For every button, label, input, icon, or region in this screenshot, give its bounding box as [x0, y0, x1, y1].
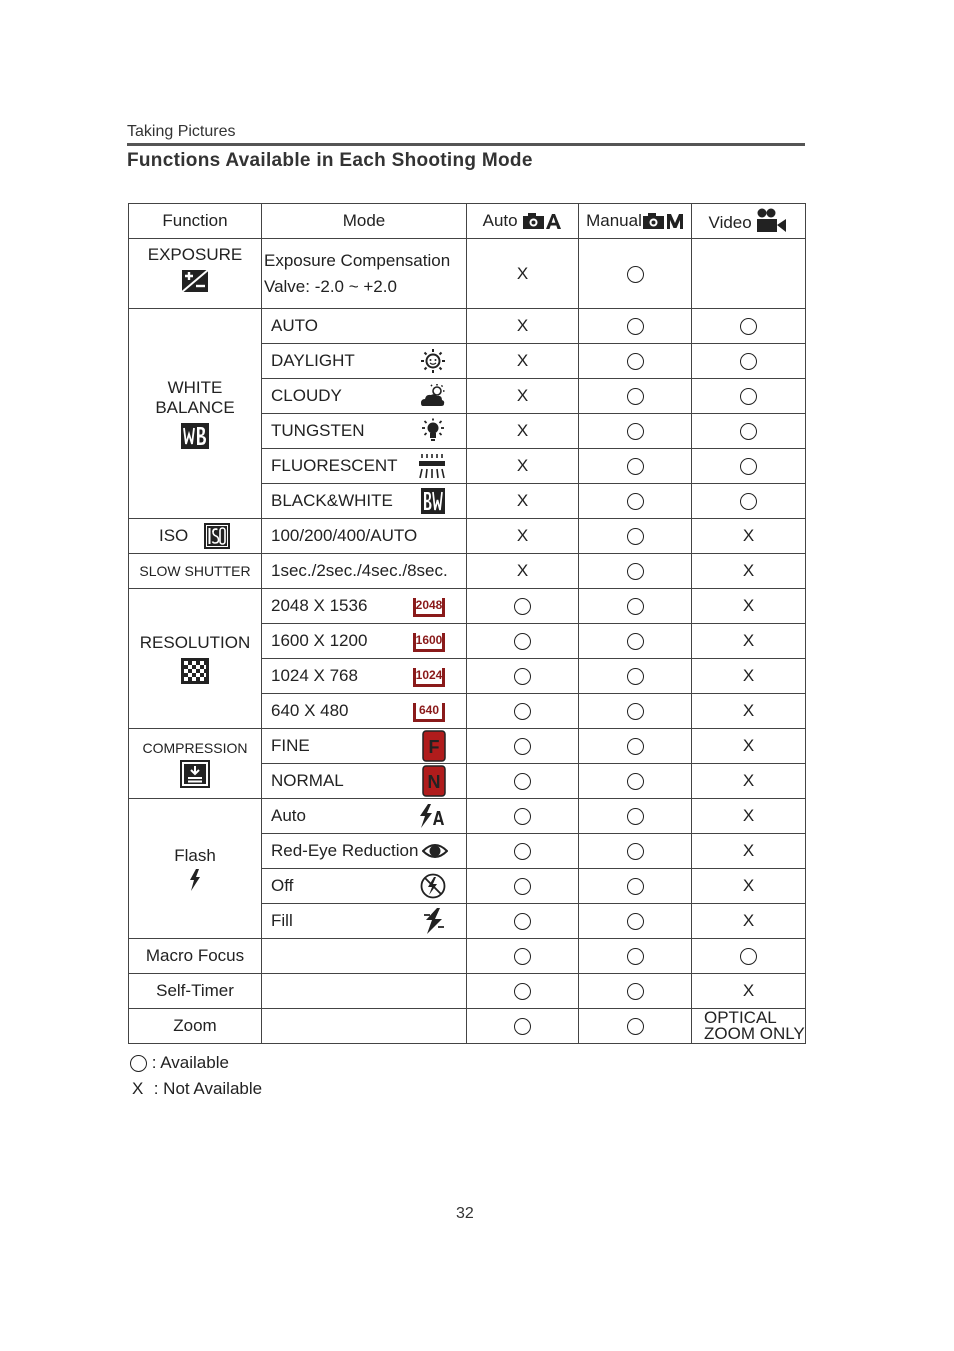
table-row-self-timer	[129, 974, 806, 1009]
not-available-mark: X	[516, 351, 529, 371]
camera-auto-icon	[522, 212, 562, 230]
res-1600-icon-text: 1600	[415, 633, 443, 647]
res-640-video	[692, 694, 806, 729]
normal-quality-icon	[422, 765, 446, 797]
light-bulb-icon	[420, 418, 446, 444]
mode-iso: 100/200/400/AUTO	[262, 519, 467, 554]
mode-exposure	[262, 239, 467, 309]
wb-auto-auto	[467, 309, 579, 344]
function-iso	[129, 519, 262, 554]
exposure-compensation-icon	[181, 269, 209, 293]
available-mark	[514, 913, 531, 930]
not-available-mark: X	[742, 596, 755, 616]
not-available-mark: X	[516, 316, 529, 336]
not-available-mark: X	[516, 421, 529, 441]
wb-fluorescent-manual	[579, 449, 692, 484]
mode-wb-daylight	[262, 344, 467, 379]
mode-wb-bw	[262, 484, 467, 519]
slow-shutter-auto	[467, 554, 579, 589]
not-available-mark: X	[516, 386, 529, 406]
section-header: Taking Pictures	[127, 123, 236, 140]
available-mark	[627, 738, 644, 755]
flash-auto-label: Auto	[271, 806, 306, 825]
res-2048-manual	[579, 589, 692, 624]
not-available-mark: X	[516, 263, 529, 283]
header-auto	[467, 204, 579, 239]
available-mark	[514, 843, 531, 860]
legend-not-available-text: : Not Available	[153, 1079, 263, 1098]
header-mode: Mode	[262, 204, 467, 239]
flash-fill-manual	[579, 904, 692, 939]
available-mark	[627, 598, 644, 615]
function-zoom: Zoom	[129, 1009, 262, 1044]
res-1024-manual	[579, 659, 692, 694]
available-mark	[514, 878, 531, 895]
res-1024-icon-text: 1024	[415, 668, 443, 682]
exposure-auto	[467, 239, 579, 309]
function-exposure	[129, 239, 262, 309]
available-mark	[627, 878, 644, 895]
table-row-wb-auto	[129, 309, 806, 344]
header-manual-label: Manual	[586, 211, 642, 230]
res-2048-auto	[467, 589, 579, 624]
normal-icon-text: N	[427, 772, 441, 792]
available-mark	[627, 773, 644, 790]
mode-wb-tungsten	[262, 414, 467, 449]
iso-video	[692, 519, 806, 554]
wb-daylight-video	[692, 344, 806, 379]
legend-not-symbol: X	[132, 1079, 144, 1098]
page-title: Functions Available in Each Shooting Mode	[127, 150, 533, 171]
not-available-mark: X	[742, 981, 755, 1001]
flash-fill-icon	[422, 907, 446, 935]
function-compression	[129, 729, 262, 799]
available-mark	[627, 668, 644, 685]
wb-tungsten-auto	[467, 414, 579, 449]
mode-wb-auto: AUTO	[262, 309, 467, 344]
table-row-zoom	[129, 1009, 806, 1044]
zoom-auto	[467, 1009, 579, 1044]
mode-res-1600	[262, 624, 467, 659]
exposure-mode-line2: Valve: -2.0 ~ +2.0	[264, 276, 397, 296]
wb-cloudy-label: CLOUDY	[271, 386, 342, 405]
available-mark	[627, 266, 644, 283]
table-row-comp-fine	[129, 729, 806, 764]
mode-self-timer	[262, 974, 467, 1009]
compression-label: COMPRESSION	[142, 739, 248, 756]
compression-icon	[180, 760, 210, 788]
table-row-slow-shutter	[129, 554, 806, 589]
available-mark	[740, 423, 757, 440]
function-white-balance	[129, 309, 262, 519]
not-available-mark: X	[742, 771, 755, 791]
iso-label: ISO	[158, 526, 189, 545]
mode-wb-cloudy	[262, 379, 467, 414]
not-available-mark: X	[742, 806, 755, 826]
available-mark	[514, 598, 531, 615]
functions-table	[128, 203, 806, 1044]
comp-normal-manual	[579, 764, 692, 799]
flash-auto-auto	[467, 799, 579, 834]
available-mark	[627, 423, 644, 440]
resolution-label: RESOLUTION	[139, 632, 251, 652]
flash-redeye-label: Red-Eye Reduction	[271, 841, 419, 860]
red-eye-icon	[422, 841, 448, 861]
res-1600-video	[692, 624, 806, 659]
wb-fluorescent-label: FLUORESCENT	[271, 456, 398, 475]
not-available-mark: X	[742, 666, 755, 686]
exposure-manual	[579, 239, 692, 309]
available-mark	[514, 948, 531, 965]
comp-fine-video	[692, 729, 806, 764]
available-mark	[740, 493, 757, 510]
self-timer-auto	[467, 974, 579, 1009]
mode-flash-fill	[262, 904, 467, 939]
available-mark	[627, 458, 644, 475]
mode-res-1024	[262, 659, 467, 694]
cloud-icon	[420, 383, 446, 409]
not-available-mark: X	[742, 911, 755, 931]
wb-label-line1: WHITE	[167, 377, 223, 397]
available-mark	[514, 703, 531, 720]
camera-manual-icon	[642, 212, 684, 230]
not-available-mark: X	[516, 526, 529, 546]
wb-cloudy-manual	[579, 379, 692, 414]
self-timer-manual	[579, 974, 692, 1009]
header-manual	[579, 204, 692, 239]
comp-normal-video	[692, 764, 806, 799]
comp-normal-label: NORMAL	[271, 771, 344, 790]
mode-comp-fine	[262, 729, 467, 764]
page-number: 32	[456, 1205, 474, 1222]
wb-tungsten-video	[692, 414, 806, 449]
white-balance-icon	[180, 422, 210, 450]
not-available-mark: X	[742, 876, 755, 896]
wb-tungsten-label: TUNGSTEN	[271, 421, 365, 440]
wb-fluorescent-auto	[467, 449, 579, 484]
not-available-mark: X	[742, 526, 755, 546]
res-640-manual	[579, 694, 692, 729]
available-mark	[740, 318, 757, 335]
flash-fill-video	[692, 904, 806, 939]
available-mark	[627, 353, 644, 370]
macro-video	[692, 939, 806, 974]
available-mark	[627, 703, 644, 720]
mode-res-2048	[262, 589, 467, 624]
available-mark	[514, 738, 531, 755]
mode-res-640	[262, 694, 467, 729]
flash-auto-manual	[579, 799, 692, 834]
mode-wb-fluorescent	[262, 449, 467, 484]
wb-bw-manual	[579, 484, 692, 519]
available-mark	[627, 318, 644, 335]
available-mark	[627, 843, 644, 860]
flash-fill-label: Fill	[271, 911, 293, 930]
res-1024-label: 1024 X 768	[271, 666, 358, 685]
comp-fine-manual	[579, 729, 692, 764]
exposure-label: EXPOSURE	[147, 245, 243, 264]
available-mark	[740, 388, 757, 405]
legend-not-available	[132, 1079, 262, 1099]
res-2048-label: 2048 X 1536	[271, 596, 368, 615]
table-header-row	[129, 204, 806, 239]
wb-cloudy-video	[692, 379, 806, 414]
available-mark	[627, 808, 644, 825]
exposure-mode-line1: Exposure Compensation	[264, 250, 451, 270]
available-mark	[627, 913, 644, 930]
resolution-640-icon	[412, 699, 446, 723]
zoom-video-line1: OPTICAL	[704, 1008, 777, 1027]
video-camera-icon	[756, 208, 788, 234]
available-mark	[514, 1018, 531, 1035]
fine-quality-icon	[422, 730, 446, 762]
zoom-video	[692, 1009, 806, 1044]
mode-flash-off	[262, 869, 467, 904]
available-mark	[740, 948, 757, 965]
available-mark	[627, 528, 644, 545]
header-function: Function	[129, 204, 262, 239]
resolution-icon	[180, 657, 210, 685]
not-available-mark: X	[516, 561, 529, 581]
res-1600-label: 1600 X 1200	[271, 631, 368, 650]
table-row-iso	[129, 519, 806, 554]
iso-icon	[203, 522, 231, 550]
res-1600-auto	[467, 624, 579, 659]
flash-fill-auto	[467, 904, 579, 939]
available-mark	[740, 353, 757, 370]
res-1024-auto	[467, 659, 579, 694]
iso-manual	[579, 519, 692, 554]
flash-off-video	[692, 869, 806, 904]
wb-auto-video	[692, 309, 806, 344]
wb-daylight-manual	[579, 344, 692, 379]
res-2048-video	[692, 589, 806, 624]
not-available-mark: X	[742, 736, 755, 756]
res-640-label: 640 X 480	[271, 701, 349, 720]
available-mark	[514, 983, 531, 1000]
mode-flash-auto	[262, 799, 467, 834]
flash-auto-video	[692, 799, 806, 834]
not-available-mark: X	[742, 841, 755, 861]
flash-icon	[187, 868, 203, 892]
available-mark	[514, 633, 531, 650]
legend-available	[130, 1053, 229, 1073]
available-mark	[514, 773, 531, 790]
wb-tungsten-manual	[579, 414, 692, 449]
res-1600-manual	[579, 624, 692, 659]
mode-zoom	[262, 1009, 467, 1044]
available-mark	[740, 458, 757, 475]
flash-redeye-auto	[467, 834, 579, 869]
comp-normal-auto	[467, 764, 579, 799]
resolution-2048-icon	[412, 594, 446, 618]
res-1024-video	[692, 659, 806, 694]
fine-icon-text: F	[428, 737, 440, 757]
table-row-res-2048	[129, 589, 806, 624]
table-row-macro	[129, 939, 806, 974]
macro-auto	[467, 939, 579, 974]
not-available-mark: X	[742, 701, 755, 721]
header-auto-label: Auto	[482, 211, 518, 230]
sun-icon	[420, 348, 446, 374]
header-rule	[127, 143, 805, 146]
wb-daylight-label: DAYLIGHT	[271, 351, 355, 370]
flash-redeye-manual	[579, 834, 692, 869]
wb-bw-label: BLACK&WHITE	[271, 491, 393, 510]
res-640-icon-text: 640	[418, 703, 440, 717]
header-video	[692, 204, 806, 239]
slow-shutter-video	[692, 554, 806, 589]
available-mark	[627, 493, 644, 510]
available-mark	[514, 808, 531, 825]
not-available-mark: X	[516, 456, 529, 476]
function-flash	[129, 799, 262, 939]
res-2048-icon-text: 2048	[415, 598, 443, 612]
available-mark	[627, 633, 644, 650]
available-mark	[627, 948, 644, 965]
available-mark	[514, 668, 531, 685]
not-available-mark: X	[742, 561, 755, 581]
fluorescent-icon	[418, 453, 446, 479]
wb-cloudy-auto	[467, 379, 579, 414]
self-timer-video	[692, 974, 806, 1009]
mode-comp-normal	[262, 764, 467, 799]
not-available-mark: X	[742, 631, 755, 651]
flash-redeye-video	[692, 834, 806, 869]
resolution-1024-icon	[412, 664, 446, 688]
wb-bw-video	[692, 484, 806, 519]
macro-manual	[579, 939, 692, 974]
resolution-1600-icon	[412, 629, 446, 653]
table-row-exposure	[129, 239, 806, 309]
wb-label-line2: BALANCE	[155, 397, 235, 417]
table-row-flash-auto	[129, 799, 806, 834]
iso-auto	[467, 519, 579, 554]
available-mark	[627, 983, 644, 1000]
black-white-icon	[420, 487, 446, 515]
wb-daylight-auto	[467, 344, 579, 379]
zoom-video-line2: ZOOM ONLY	[704, 1024, 805, 1043]
comp-fine-auto	[467, 729, 579, 764]
flash-off-label: Off	[271, 876, 294, 895]
wb-auto-manual	[579, 309, 692, 344]
mode-flash-redeye	[262, 834, 467, 869]
slow-shutter-manual	[579, 554, 692, 589]
flash-off-manual	[579, 869, 692, 904]
wb-bw-auto	[467, 484, 579, 519]
wb-fluorescent-video	[692, 449, 806, 484]
available-mark	[627, 388, 644, 405]
legend-available-text: : Available	[151, 1053, 229, 1072]
function-macro: Macro Focus	[129, 939, 262, 974]
not-available-mark: X	[516, 491, 529, 511]
function-slow-shutter: SLOW SHUTTER	[129, 554, 262, 589]
mode-slow-shutter: 1sec./2sec./4sec./8sec.	[262, 554, 467, 589]
header-video-label: Video	[708, 213, 752, 232]
zoom-manual	[579, 1009, 692, 1044]
function-self-timer: Self-Timer	[129, 974, 262, 1009]
comp-fine-label: FINE	[271, 736, 310, 755]
available-mark	[627, 563, 644, 580]
available-mark	[627, 1018, 644, 1035]
flash-off-auto	[467, 869, 579, 904]
flash-off-icon	[420, 873, 446, 899]
available-mark	[130, 1055, 147, 1072]
res-640-auto	[467, 694, 579, 729]
function-resolution	[129, 589, 262, 729]
flash-label: Flash	[174, 845, 216, 865]
exposure-video	[692, 239, 806, 309]
mode-macro	[262, 939, 467, 974]
flash-auto-icon	[418, 803, 446, 829]
